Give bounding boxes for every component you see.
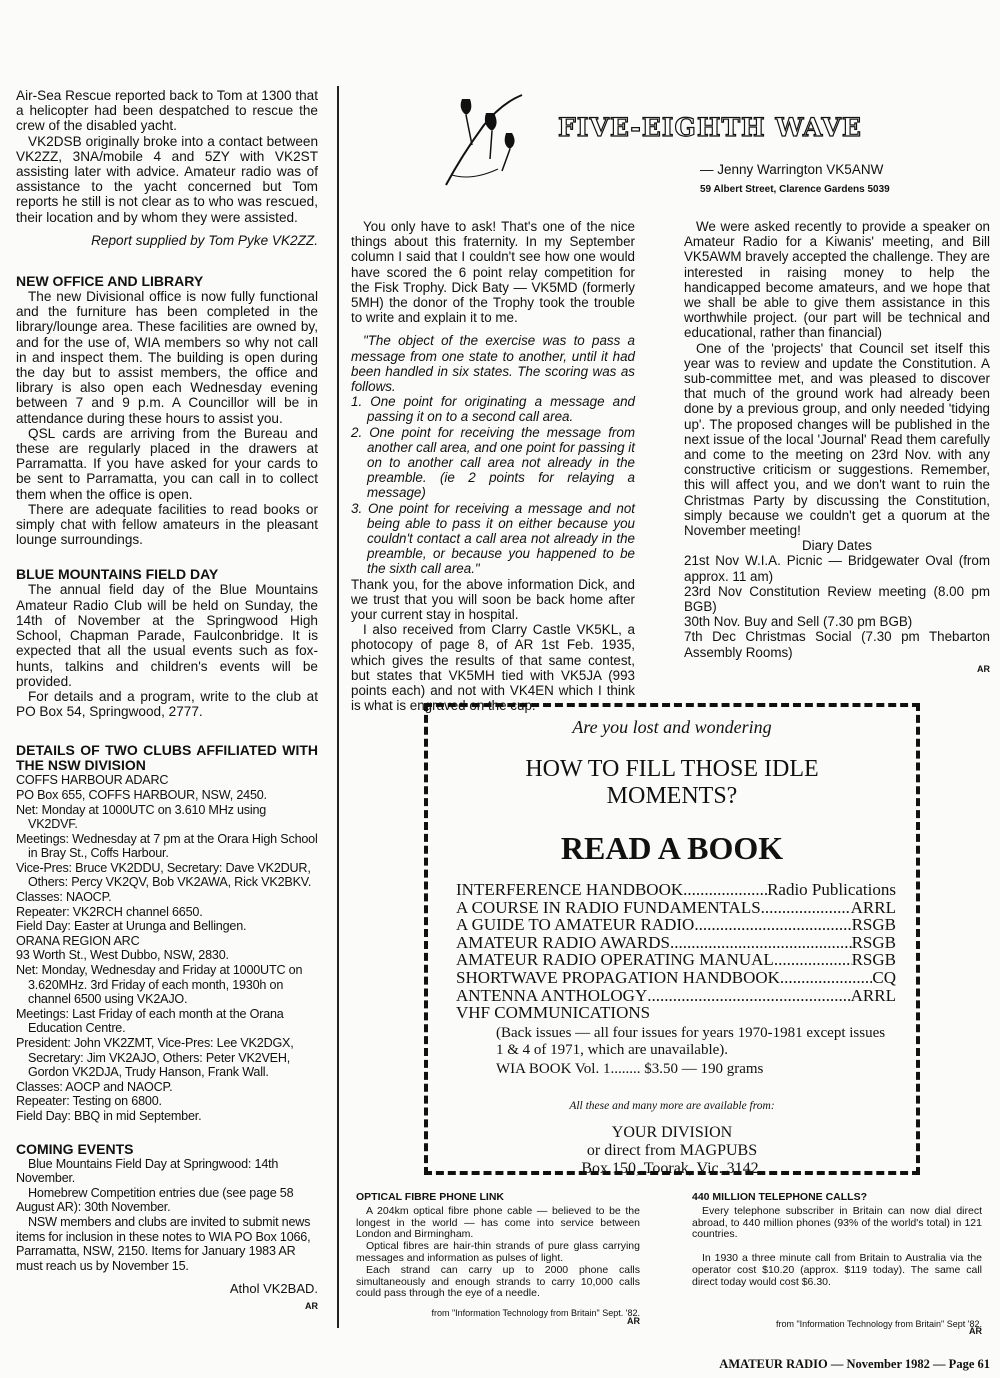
- book-row: [456, 951, 896, 969]
- paragraph: We were asked recently to provide a speaker on Amateur Radio for a Kiwanis' meeting, and Bill VK5AWM bravely accepted the challenge. They are interested in raising money to help the handicapped become amateurs, and we hope that we shall be able to give them assistance in this worthwhile project. (our part will be technical and educational, rather than financial): [684, 219, 990, 341]
- diary-entry: 30th Nov. Buy and Sell (7.30 pm BGB): [684, 614, 913, 630]
- source-note: from "Information Technology from Britain" Sept '82.: [775, 1318, 982, 1329]
- report-credit: Report supplied by Tom Pyke VK2ZZ.: [91, 232, 318, 248]
- club-line: COFFS HARBOUR ADARC: [16, 773, 169, 788]
- book-row: [456, 987, 896, 1005]
- book-row: [456, 881, 896, 899]
- book-publisher: CQ: [872, 967, 896, 987]
- quote-line: 2. One point for receiving the message from another call area, and one point for passing it on to another call area not already in the preamble. (ie 2 points for relaying a message): [351, 424, 635, 501]
- diary-entry: 23rd Nov Constitution Review meeting (8.00 pm BGB): [684, 583, 990, 615]
- diary-entry: 21st Nov W.I.A. Picnic — Bridgewater Oval (from approx. 11 am): [684, 553, 990, 584]
- book-row: [456, 969, 896, 987]
- quote-line: 1. One point for originating a message and passing it on to a second call area.: [351, 394, 635, 425]
- book-title: VHF COMMUNICATIONS: [456, 1003, 651, 1023]
- advert-title: READ A BOOK: [560, 830, 784, 866]
- page-footer: AMATEUR RADIO — November 1982 — Page 61: [719, 1357, 990, 1371]
- book-publisher: Radio Publications: [767, 880, 896, 899]
- right-column: [684, 219, 990, 677]
- advert-subtitle: Are you lost and wondering: [572, 717, 772, 737]
- club-line: Classes: NAOCP.: [16, 890, 112, 905]
- read-a-book-advert: [424, 703, 920, 1175]
- book-title: INTERFERENCE HANDBOOK: [456, 880, 684, 899]
- club-line: Repeater: Testing on 6800.: [16, 1094, 162, 1109]
- item-heading: 440 MILLION TELEPHONE CALLS?: [692, 1191, 868, 1203]
- paragraph: Optical fibres are hair-thin strands of pure glass carrying messages and information as pulses of light.: [356, 1240, 640, 1264]
- middle-column: [351, 219, 635, 714]
- paragraph: Air-Sea Rescue reported back to Tom at 1300 that a helicopter had been despatched to rescue the crew of the disabled yacht.: [16, 88, 319, 134]
- address-line: or direct from MAGPUBS: [586, 1141, 758, 1159]
- paragraph: Every telephone subscriber in Britain can now dial direct abroad, to 440 million phones (93% of the world's total) in 121 countries.: [692, 1204, 982, 1241]
- paragraph: A 204km optical fibre phone cable — believed to be the longest in the world — has come into service between London and Birmingham.: [356, 1204, 640, 1241]
- book-publisher: ARRL: [850, 985, 896, 1005]
- book-title: A GUIDE TO AMATEUR RADIO: [456, 915, 695, 935]
- event-line: Blue Mountains Field Day at Springwood: 14th November.: [16, 1156, 279, 1186]
- paragraph: The annual field day of the Blue Mountains Amateur Radio Club will be held on Sunday, the 14th of November at the Springwood High School, Chapman Parade, Faulconbridge. It is expected that all the usual events such as fox-hunts, talkins and children's events will be provided.: [16, 582, 318, 689]
- advert-headline: HOW TO FILL THOSE IDLE MOMENTS?: [525, 756, 819, 809]
- book-publisher: RSGB: [851, 932, 896, 952]
- column-title: FIVE-EIGHTH WAVE: [558, 113, 862, 142]
- book-title: AMATEUR RADIO AWARDS: [456, 932, 670, 952]
- paragraph: I also received from Clarry Castle VK5KL, a photocopy of page 8, of AR 1st Feb. 1935, which gives the results of that same contest, but states that VK5MH tied with VK5JA (993 points each) and not with VK4EN which I think is what is engraved on the cup.: [351, 622, 635, 714]
- club-line: Field Day: BBQ in mid September.: [16, 1108, 202, 1123]
- diary-entry: 7th Dec Christmas Social (7.30 pm Thebarton Assembly Rooms): [684, 629, 990, 660]
- wia-book: WIA BOOK Vol. 1........ $3.50 — 190 grams: [496, 1060, 764, 1077]
- club-line: Vice-Pres: Bruce VK2DDU, Secretary: Dave VK2DUR, Others: Percy VK2QV, Bob VK2AWA, Rick VK2BKV.: [16, 860, 312, 890]
- paragraph: Thank you, for the above information Dick, and we trust that you will soon be back home after your current stay in hospital.: [351, 576, 635, 623]
- address-line: Box 150, Toorak, Vic. 3142.: [581, 1159, 763, 1177]
- event-line: NSW members and clubs are invited to submit news items for inclusion in these notes to WIA PO Box 1066, Parramatta, NSW, 2150. Items for January 1983 AR must reach us by November 15.: [16, 1214, 311, 1273]
- signature: Athol VK2BAD.: [229, 1281, 318, 1297]
- book-publisher: ARRL: [850, 897, 896, 917]
- ar-mark: AR: [305, 1300, 318, 1311]
- advert-address: [428, 1124, 916, 1178]
- book-title: SHORTWAVE PROPAGATION HANDBOOK: [456, 967, 780, 987]
- book-publisher: RSGB: [851, 915, 896, 935]
- clubs-list: [16, 773, 318, 1123]
- paragraph: There are adequate facilities to read books or simply chat with fellow amateurs in the pleasant lounge surroundings.: [16, 501, 318, 548]
- club-line: ORANA REGION ARC: [16, 933, 140, 948]
- heading-clubs: DETAILS OF TWO CLUBS AFFILIATED WITH THE NSW DIVISION: [16, 742, 318, 774]
- vhf-note: (Back issues — all four issues for years 1970-1981 except issues 1 & 4 of 1971, which are unavailable).: [496, 1024, 886, 1058]
- column-divider: [337, 86, 339, 1328]
- club-line: Field Day: Easter at Urunga and Bellingen.: [16, 919, 247, 934]
- ar-mark: AR: [627, 1315, 640, 1326]
- paragraph: The new Divisional office is now fully functional and the furniture has been completed in the library/lounge area. These facilities are owned by, and for the use of, WIA members so why not call in and inspect them. The building is open during the day but to assist members, the office and library is also open each Wednesday evening between 7 and 9 p.m. A Councillor will be in attendance during these hours to assist you.: [16, 289, 318, 426]
- paragraph: VK2DSB originally broke into a contact between VK2ZZ, 3NA/mobile 4 and 5ZY with VK2ST assisting later with advice. Amateur radio was of assistance to the yacht concerned but Tom reports he still is not clear as to who was rescued, their location and by whom they were assisted.: [16, 133, 318, 225]
- optical-fibre-item: [356, 1192, 640, 1328]
- club-line: PO Box 655, COFFS HARBOUR, NSW, 2450.: [16, 787, 267, 802]
- book-row: [456, 916, 896, 934]
- club-line: Classes: AOCP and NAOCP.: [16, 1079, 173, 1094]
- availability-note: All these and many more are available from:: [569, 1099, 775, 1112]
- book-title: A COURSE IN RADIO FUNDAMENTALS: [456, 897, 761, 917]
- paragraph: In 1930 a three minute call from Britain to Australia via the operator cost $10.20 (approx. $119 today). The same call direct today would cost $6.30.: [692, 1252, 982, 1288]
- paragraph: QSL cards are arriving from the Bureau and these are regularly placed in the drawers at Parramatta. If you have asked for your cards to be sent to Parramatta, you can call in to collect them when the office is open.: [16, 425, 318, 502]
- source-note: from "Information Technology from Britain" Sept. '82.: [431, 1308, 640, 1319]
- events-list: [16, 1157, 318, 1274]
- club-line: Net: Monday, Wednesday and Friday at 1000UTC on 3.620MHz. 3rd Friday of each month, 1930h on channel 6500 using VK2AJO.: [16, 963, 303, 1007]
- paragraph: One of the 'projects' that Council set itself this year was to review and update the Constitution. A sub-committee met, and was pleased to discover that much of the ground work had already been done by a previous group, and only needed 'tidying up'. The proposed changes will be published in the next issue of the local 'Journal' Read them carefully and come to the meeting on 23rd Nov. with any constructive criticism or suggestions. Remember, this will affect you, and we don't want to ruin the Christmas Party by discussing the Constitution, simply because we couldn't get a quorum at the November meeting!: [684, 340, 990, 539]
- book-row: [456, 934, 896, 952]
- club-line: 93 Worth St., West Dubbo, NSW, 2830.: [16, 948, 229, 963]
- paragraph: For details and a program, write to the club at PO Box 54, Springwood, 2777.: [16, 688, 318, 720]
- heading-new-office: NEW OFFICE AND LIBRARY: [16, 273, 204, 290]
- book-publisher: RSGB: [851, 950, 896, 970]
- quote-line: 3. One point for receiving a message and not being able to pass it on either because you couldn't contact a call area not already in the preamble, or because you happened to be the sixth call area.": [351, 500, 635, 577]
- club-line: Meetings: Wednesday at 7 pm at the Orara High School in Bray St., Coffs Harbour.: [16, 831, 318, 861]
- column-address: 59 Albert Street, Clarence Gardens 5039: [700, 184, 890, 195]
- quote-block: [351, 333, 635, 576]
- club-line: Repeater: VK2RCH channel 6650.: [16, 904, 203, 919]
- book-row: [456, 899, 896, 917]
- left-column: [16, 88, 318, 1314]
- book-list: [456, 881, 896, 1078]
- paragraph: You only have to ask! That's one of the nice things about this fraternity. In my September column I said that I couldn't see how one would have scored the 6 point relay competition for the Fisk Trophy. Dick Baty — VK5MD (formerly 5MH) the donor of the Trophy took the trouble to write and explain it to me.: [351, 219, 635, 326]
- item-heading: OPTICAL FIBRE PHONE LINK: [356, 1191, 504, 1203]
- paragraph: Each strand can carry up to 2000 phone calls simultaneously and enough strands to carry 10,000 calls could pass through the eye of a needle.: [356, 1263, 640, 1300]
- diary-heading: Diary Dates: [802, 538, 872, 554]
- telephone-calls-item: [692, 1192, 982, 1338]
- column-byline: — Jenny Warrington VK5ANW: [700, 162, 884, 177]
- book-title: AMATEUR RADIO OPERATING MANUAL: [456, 950, 774, 970]
- ar-mark: AR: [977, 663, 990, 674]
- club-line: Meetings: Last Friday of each month at the Orana Education Centre.: [16, 1006, 284, 1036]
- heading-blue-mountains: BLUE MOUNTAINS FIELD DAY: [16, 566, 219, 583]
- event-line: Homebrew Competition entries due (see page 58 August AR): 30th November.: [16, 1185, 294, 1215]
- quote-line: "The object of the exercise was to pass a message from one state to another, until it had been handled in six states. The scoring was as follows.: [351, 333, 635, 395]
- heading-coming-events: COMING EVENTS: [16, 1140, 134, 1157]
- book-title: ANTENNA ANTHOLOGY: [456, 985, 648, 1005]
- club-line: President: John VK2ZMT, Vice-Pres: Lee VK2DGX, Secretary: Jim VK2AJO, Others: Peter VK2VEH, Gordon VK2DJA, Trudy Hanson, Frank Wall.: [16, 1036, 294, 1080]
- ar-mark: AR: [969, 1326, 982, 1337]
- address-line: YOUR DIVISION: [611, 1123, 733, 1141]
- club-line: Net: Monday at 1000UTC on 3.610 MHz using VK2DVF.: [16, 802, 267, 832]
- column-logo-icon: [432, 85, 532, 193]
